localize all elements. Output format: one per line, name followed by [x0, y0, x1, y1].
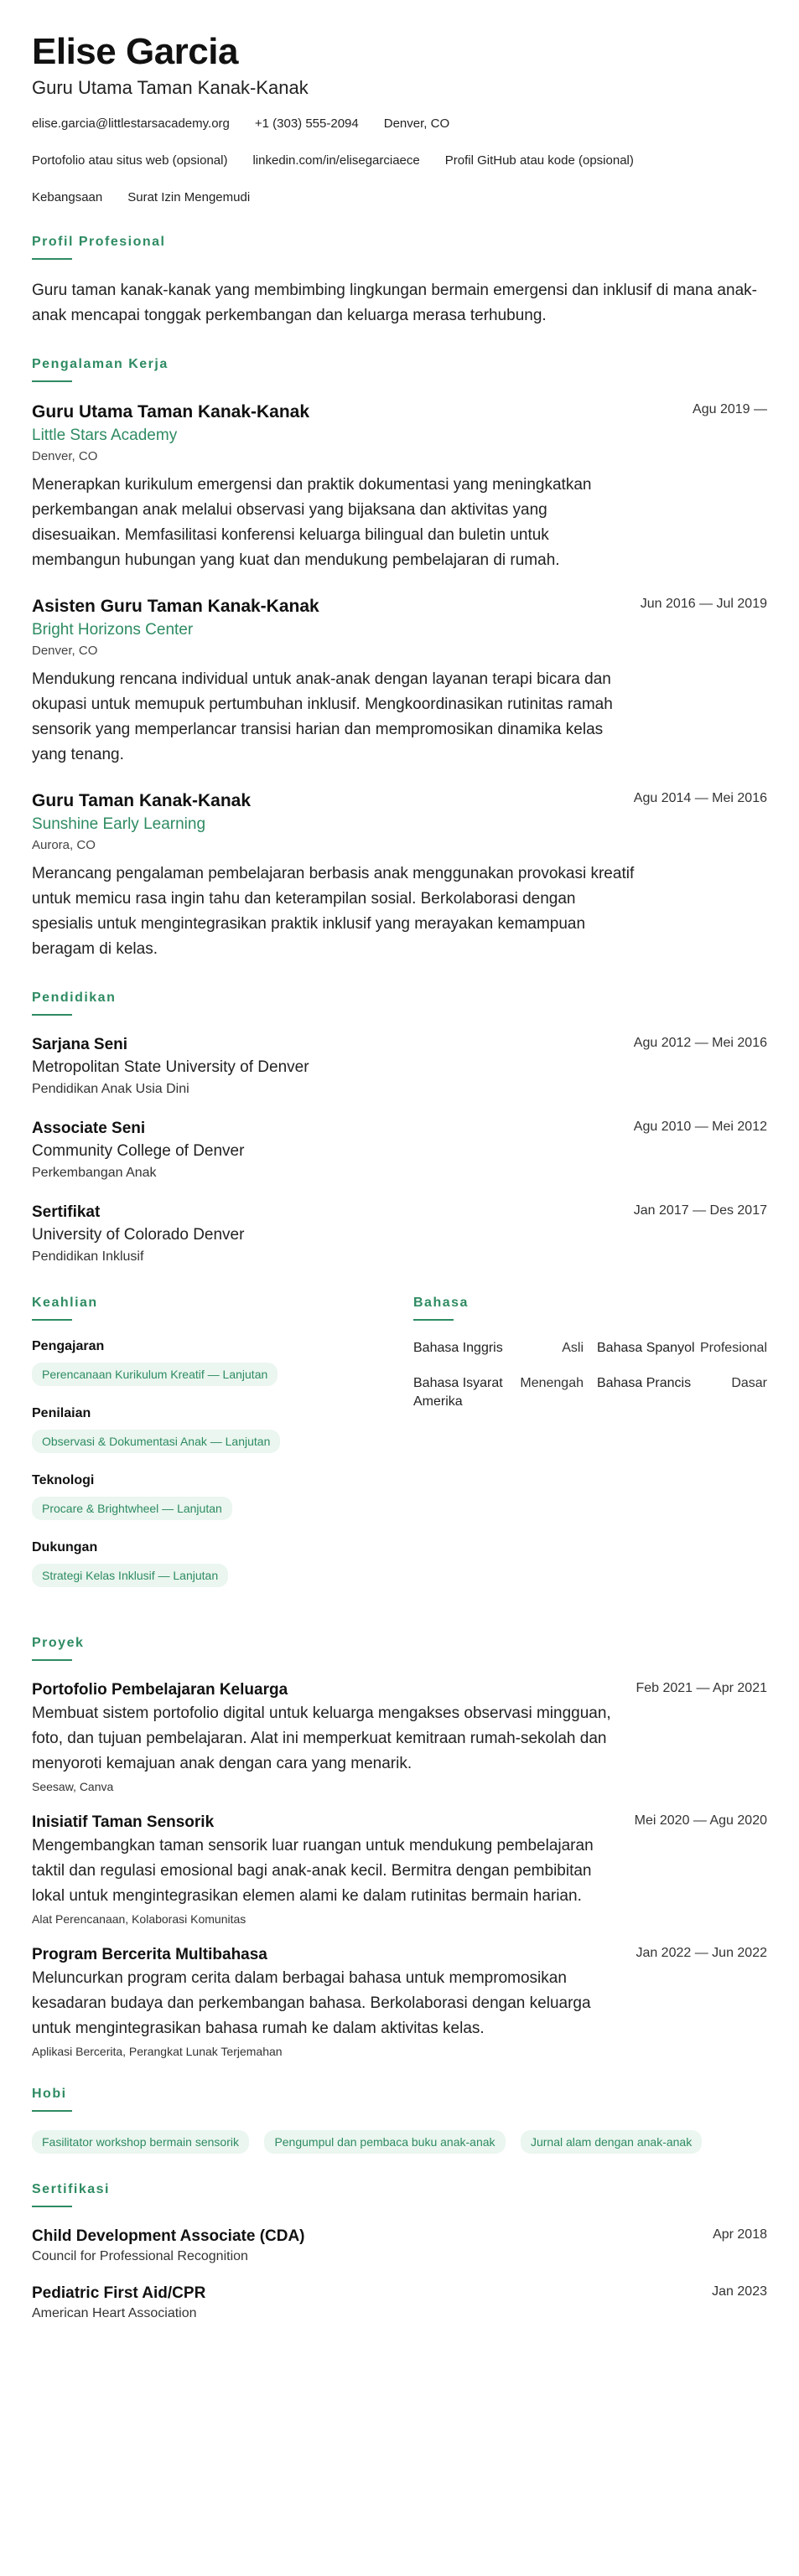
language-level: Dasar	[731, 1376, 767, 1391]
field-of-study: Perkembangan Anak	[32, 1166, 157, 1181]
summary-text: Guru taman kanak-kanak yang membimbing lingkungan bermain emergensi dan inklusif di mana anak-anak mencapai tonggak perkembangan dan keluarga merasa terhubung.	[32, 282, 757, 325]
section-divider	[32, 2206, 72, 2207]
section-title: Proyek	[32, 1636, 85, 1651]
github-link[interactable]: Profil GitHub atau kode (opsional)	[444, 153, 634, 168]
job-location: Aurora, CO	[32, 838, 96, 853]
degree: Sertifikat	[32, 1203, 101, 1222]
contact-info	[32, 116, 767, 206]
project-description: Meluncurkan program cerita dalam berbagai bahasa untuk mempromosikan kesadaran budaya dan perkembangan bahasa. Berkolaborasi dengan keluarga untuk mengintegrasikan bahasa rumah ke dalam aktivitas kelas.	[32, 1969, 591, 2038]
section-divider	[32, 380, 72, 382]
project-item	[32, 1812, 767, 1926]
certification-date: Jan 2023	[712, 2284, 767, 2299]
job-location: Denver, CO	[32, 449, 98, 464]
project-date: Jan 2022 — Jun 2022	[636, 1946, 767, 1961]
job-description: Menerapkan kurikulum emergensi dan praktik dokumentasi yang meningkatkan perkembangan anak melalui observasi yang bijaksana dan aktivitas yang disesuaikan. Memfasilitasi konferensi keluarga bilingual dan buletin untuk membangun hubungan yang kuat dan mendukung pembelajaran di rumah.	[32, 476, 592, 570]
education-date: Agu 2012 — Mei 2016	[633, 1036, 767, 1051]
section-divider	[413, 1319, 454, 1321]
employer: Bright Horizons Center	[32, 621, 194, 639]
email-link[interactable]: elise.garcia@littlestarsacademy.org	[32, 116, 230, 132]
project-title: Portofolio Pembelajaran Keluarga	[32, 1681, 288, 1699]
degree: Sarjana Seni	[32, 1036, 128, 1054]
skill-chip: Perencanaan Kurikulum Kreatif — Lanjutan	[32, 1363, 278, 1386]
experience-item	[32, 789, 767, 962]
degree: Associate Seni	[32, 1120, 146, 1138]
language-level: Profesional	[699, 1341, 767, 1356]
summary-section	[32, 235, 767, 328]
section-divider	[32, 1319, 72, 1321]
education-date: Jan 2017 — Des 2017	[633, 1203, 767, 1218]
skill-group	[32, 1339, 413, 1386]
education-item	[32, 1202, 767, 1267]
section-title: Sertifikasi	[32, 2182, 110, 2197]
skill-chip: Observasi & Dokumentasi Anak — Lanjutan	[32, 1430, 280, 1453]
section-title: Keahlian	[32, 1296, 98, 1311]
skills-column	[32, 1296, 413, 1607]
skill-chip: Procare & Brightwheel — Lanjutan	[32, 1497, 232, 1520]
job-date: Jun 2016 — Jul 2019	[640, 597, 767, 612]
candidate-headline: Guru Utama Taman Kanak-Kanak	[32, 77, 309, 99]
skill-category: Pengajaran	[32, 1339, 105, 1354]
experience-item	[32, 595, 767, 768]
project-description: Mengembangkan taman sensorik luar ruangan untuk mendukung pembelajaran taktil dan regulasi emosional bagi anak-anak kecil. Bermitra dengan pembibitan lokal untuk mengintegrasikan elemen alami ke dalam rutinitas bermain harian.	[32, 1837, 594, 1906]
language-level: Menengah	[520, 1376, 584, 1391]
nationality: Kebangsaan	[32, 190, 103, 205]
job-title: Asisten Guru Taman Kanak-Kanak	[32, 597, 319, 617]
skill-category: Teknologi	[32, 1473, 95, 1488]
language-item	[413, 1339, 584, 1358]
language-name: Bahasa Prancis	[597, 1376, 692, 1391]
language-item	[597, 1339, 767, 1358]
certification-item	[32, 2283, 767, 2323]
employer: Little Stars Academy	[32, 427, 178, 445]
certification-name: Pediatric First Aid/CPR	[32, 2284, 206, 2303]
location: Denver, CO	[383, 116, 450, 132]
language-item	[413, 1374, 584, 1411]
language-level: Asli	[562, 1341, 584, 1356]
skill-category: Dukungan	[32, 1540, 98, 1555]
project-tools: Seesaw, Canva	[32, 1780, 114, 1794]
project-tools: Alat Perencanaan, Kolaborasi Komunitas	[32, 1912, 246, 1927]
certification-issuer: American Heart Association	[32, 2306, 197, 2321]
section-divider	[32, 1014, 72, 1016]
job-date: Agu 2014 — Mei 2016	[633, 791, 767, 806]
project-title: Program Bercerita Multibahasa	[32, 1946, 267, 1964]
skill-group	[32, 1406, 413, 1453]
hobby-list	[32, 2130, 767, 2154]
driving-license: Surat Izin Mengemudi	[127, 190, 251, 205]
section-divider	[32, 258, 72, 260]
project-item	[32, 1944, 767, 2058]
project-date: Feb 2021 — Apr 2021	[636, 1681, 767, 1696]
skill-group	[32, 1473, 413, 1520]
language-name: Bahasa Spanyol	[597, 1341, 695, 1356]
section-title: Pengalaman Kerja	[32, 357, 169, 372]
school: Community College of Denver	[32, 1142, 245, 1161]
project-item	[32, 1679, 767, 1793]
certification-issuer: Council for Professional Recognition	[32, 2249, 248, 2264]
education-item	[32, 1034, 767, 1099]
languages-column	[413, 1296, 767, 1607]
language-item	[597, 1374, 767, 1411]
experience-item	[32, 401, 767, 573]
section-title: Bahasa	[413, 1296, 469, 1311]
language-name: Bahasa Inggris	[413, 1341, 503, 1356]
section-title: Profil Profesional	[32, 235, 166, 250]
hobby-chip: Fasilitator workshop bermain sensorik	[32, 2130, 249, 2154]
skill-chip: Strategi Kelas Inklusif — Lanjutan	[32, 1564, 228, 1587]
education-section	[32, 991, 767, 1267]
job-description: Merancang pengalaman pembelajaran berbasis anak menggunakan provokasi kreatif untuk memicu rasa ingin tahu dan keterampilan sosial. Berkolaborasi dengan spesialis untuk mengintegrasikan praktik inklusif yang merayakan kemampuan beragam di kelas.	[32, 865, 635, 959]
skill-category: Penilaian	[32, 1406, 91, 1421]
skills-languages-section	[32, 1296, 767, 1607]
hobby-chip: Jurnal alam dengan anak-anak	[521, 2130, 702, 2154]
resume-header	[32, 32, 767, 206]
skill-group	[32, 1540, 413, 1587]
education-date: Agu 2010 — Mei 2012	[633, 1120, 767, 1135]
project-description: Membuat sistem portofolio digital untuk keluarga mengakses observasi mingguan, foto, dan tujuan pembelajaran. Alat ini memperkuat kemitraan rumah-sekolah dan menyoroti kemajuan anak dengan cara yang menarik.	[32, 1704, 611, 1773]
certifications-section	[32, 2182, 767, 2323]
section-title: Hobi	[32, 2087, 67, 2102]
candidate-name: Elise Garcia	[32, 31, 238, 72]
section-divider	[32, 2110, 72, 2112]
language-name: Bahasa Isyarat Amerika	[413, 1376, 503, 1410]
school: Metropolitan State University of Denver	[32, 1058, 309, 1077]
hobby-chip: Pengumpul dan pembaca buku anak-anak	[264, 2130, 505, 2154]
project-title: Inisiatif Taman Sensorik	[32, 1813, 215, 1832]
certification-date: Apr 2018	[713, 2227, 767, 2242]
job-description: Mendukung rencana individual untuk anak-anak dengan layanan terapi bicara dan okupasi untuk memupuk pertumbuhan inklusif. Mengkoordinasikan rutinitas ramah sensorik yang memperlancar transisi harian dan mempromosikan dinamika kelas yang tenang.	[32, 670, 613, 764]
field-of-study: Pendidikan Anak Usia Dini	[32, 1082, 189, 1097]
experience-section	[32, 357, 767, 962]
job-title: Guru Taman Kanak-Kanak	[32, 791, 252, 811]
projects-section	[32, 1636, 767, 2058]
section-divider	[32, 1659, 72, 1661]
job-location: Denver, CO	[32, 644, 98, 659]
language-list	[413, 1339, 767, 1411]
portfolio-link[interactable]: Portofolio atau situs web (opsional)	[32, 153, 228, 168]
job-title: Guru Utama Taman Kanak-Kanak	[32, 402, 310, 422]
hobbies-section	[32, 2087, 767, 2154]
employer: Sunshine Early Learning	[32, 815, 206, 834]
project-date: Mei 2020 — Agu 2020	[634, 1813, 767, 1829]
phone-number[interactable]: +1 (303) 555-2094	[254, 116, 359, 132]
project-tools: Aplikasi Bercerita, Perangkat Lunak Terjemahan	[32, 2045, 283, 2059]
job-date: Agu 2019 —	[693, 402, 767, 417]
school: University of Colorado Denver	[32, 1226, 245, 1244]
linkedin-link[interactable]: linkedin.com/in/elisegarciaece	[252, 153, 420, 168]
field-of-study: Pendidikan Inklusif	[32, 1249, 144, 1265]
education-item	[32, 1118, 767, 1183]
certification-name: Child Development Associate (CDA)	[32, 2227, 305, 2246]
section-title: Pendidikan	[32, 991, 117, 1006]
certification-item	[32, 2226, 767, 2266]
